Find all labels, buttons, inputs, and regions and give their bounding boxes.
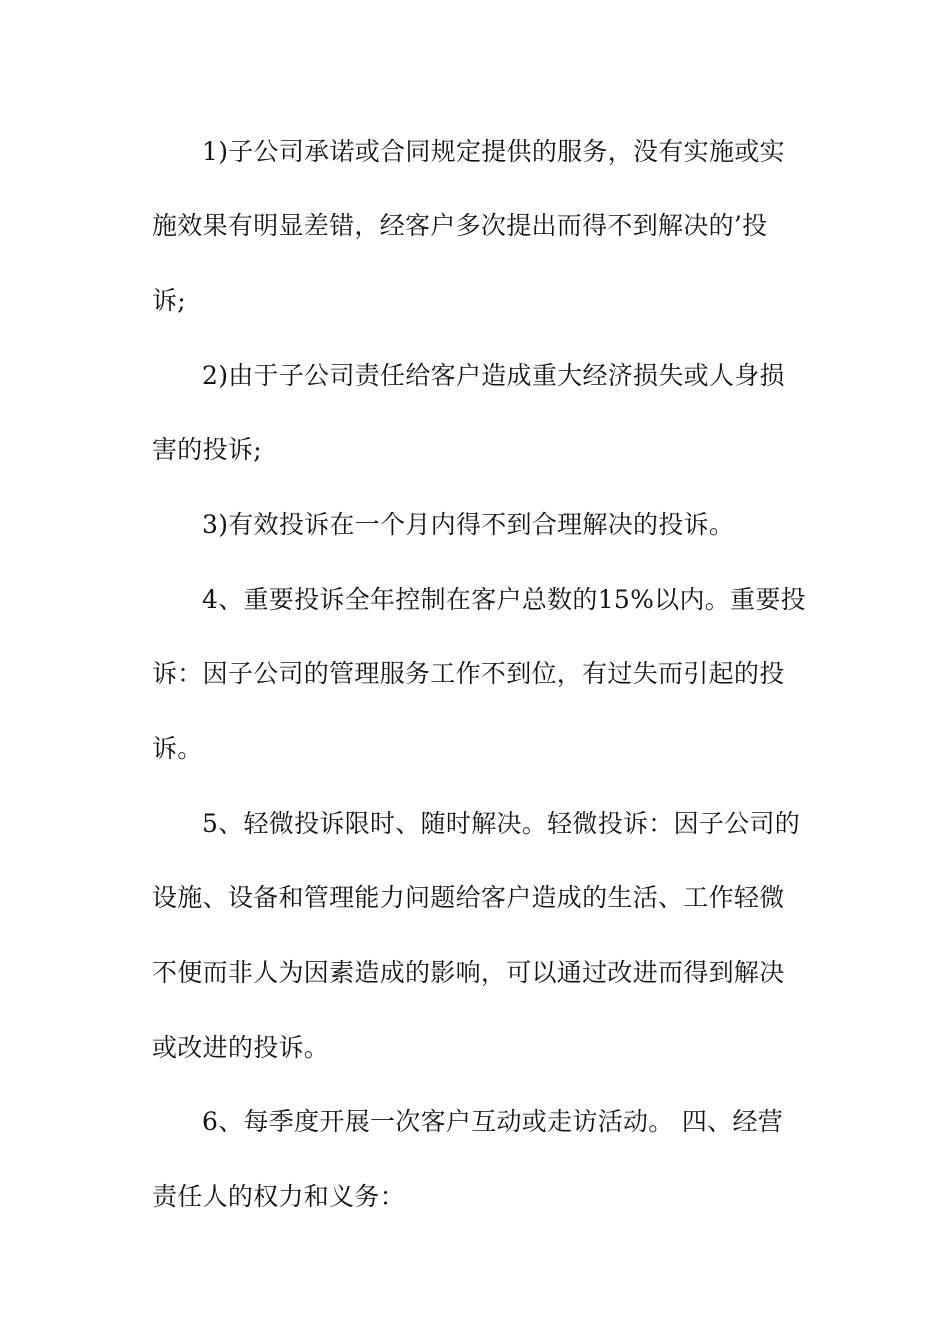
paragraph-6-line-1: 6、每季度开展一次客户互动或走访活动。 四、经营 <box>202 1107 784 1136</box>
paragraph-2-line-2: 害的投诉; <box>152 435 262 464</box>
paragraph-5-line-4: 或改进的投诉。 <box>152 1033 330 1062</box>
paragraph-4-line-2: 诉：因子公司的管理服务工作不到位，有过失而引起的投 <box>152 659 785 688</box>
paragraph-6-line-2: 责任人的权力和义务： <box>152 1182 406 1211</box>
paragraph-1-line-1: 1)子公司承诺或合同规定提供的服务，没有实施或实 <box>202 137 785 166</box>
paragraph-5-line-3: 不便而非人为因素造成的影响，可以通过改进而得到解决 <box>152 958 785 987</box>
paragraph-5-line-1: 5、轻微投诉限时、随时解决。轻微投诉：因子公司的 <box>202 809 801 838</box>
paragraph-1-line-3: 诉; <box>152 286 187 315</box>
paragraph-4-line-1: 4、重要投诉全年控制在客户总数的15%以内。重要投 <box>202 585 806 614</box>
paragraph-5-line-2: 设施、设备和管理能力问题给客户造成的生活、工作轻微 <box>152 883 785 912</box>
paragraph-4-line-3: 诉。 <box>152 734 203 763</box>
paragraph-1-line-2: 施效果有明显差错，经客户多次提出而得不到解决的’投 <box>152 211 768 240</box>
paragraph-2-line-1: 2)由于子公司责任给客户造成重大经济损失或人身损 <box>202 361 785 390</box>
paragraph-3-line-1: 3)有效投诉在一个月内得不到合理解决的投诉。 <box>202 510 735 539</box>
